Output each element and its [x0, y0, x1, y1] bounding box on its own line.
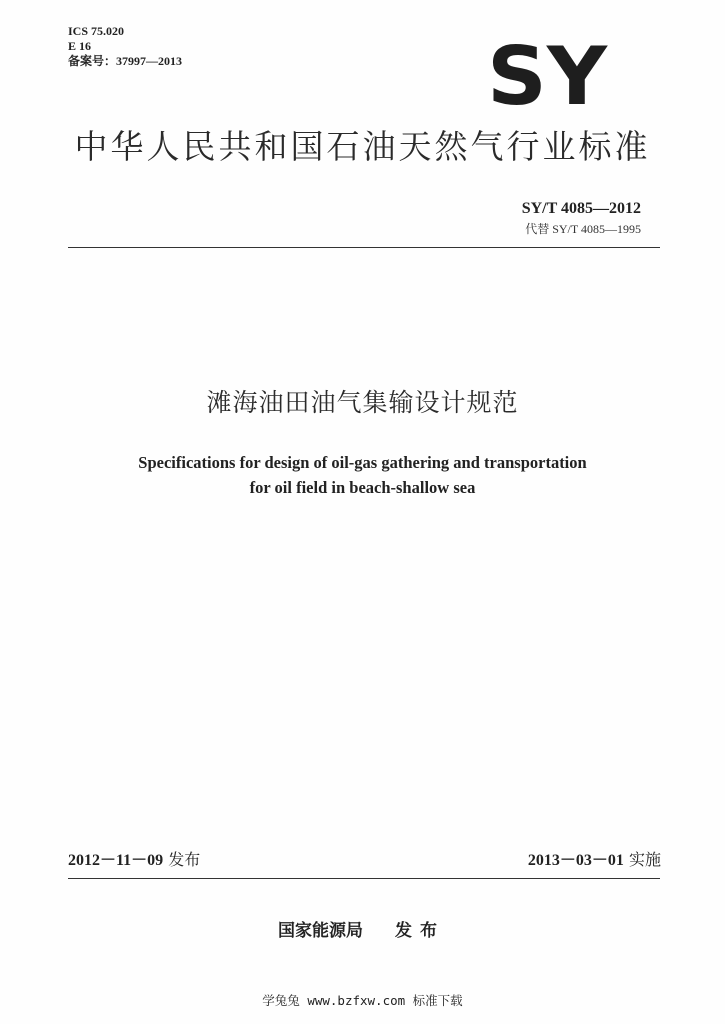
issue-date	[68, 850, 200, 871]
document-metadata	[68, 24, 182, 69]
category-code: E 16	[68, 39, 92, 53]
publisher	[278, 920, 445, 942]
sy-logo	[486, 38, 608, 110]
top-divider	[68, 247, 660, 248]
ics-code: ICS 75.020	[68, 24, 125, 38]
record-number: 备案号：37997—2013	[68, 54, 183, 68]
industry-standard-title: 中华人民共和国石油天然气行业标准	[74, 127, 651, 166]
issue-date-value: 2012－11－09	[68, 852, 164, 869]
footer-watermark: 学兔兔 www.bzfxw.com 标准下载	[262, 993, 463, 1008]
chinese-title: 滩海油田油气集输设计规范	[206, 388, 519, 417]
implementation-date-label: 实施	[623, 850, 661, 869]
english-title-line-2: for oil field in beach-shallow sea	[249, 478, 476, 497]
english-title	[0, 450, 725, 500]
standard-code: SY/T 4085—2012	[521, 200, 641, 217]
bottom-divider	[68, 878, 660, 879]
publisher-action: 发布	[395, 921, 445, 941]
english-title-line-1: Specifications for design of oil-gas gathering and transportation	[138, 453, 587, 472]
issue-date-label: 发布	[163, 850, 201, 869]
implementation-date-value: 2013－03－01	[527, 852, 624, 869]
replaces-standard: 代替 SY/T 4085—1995	[525, 222, 641, 236]
publisher-name: 国家能源局	[278, 921, 363, 941]
sy-logo-lettering: SY	[487, 38, 608, 110]
implementation-date	[528, 850, 661, 871]
